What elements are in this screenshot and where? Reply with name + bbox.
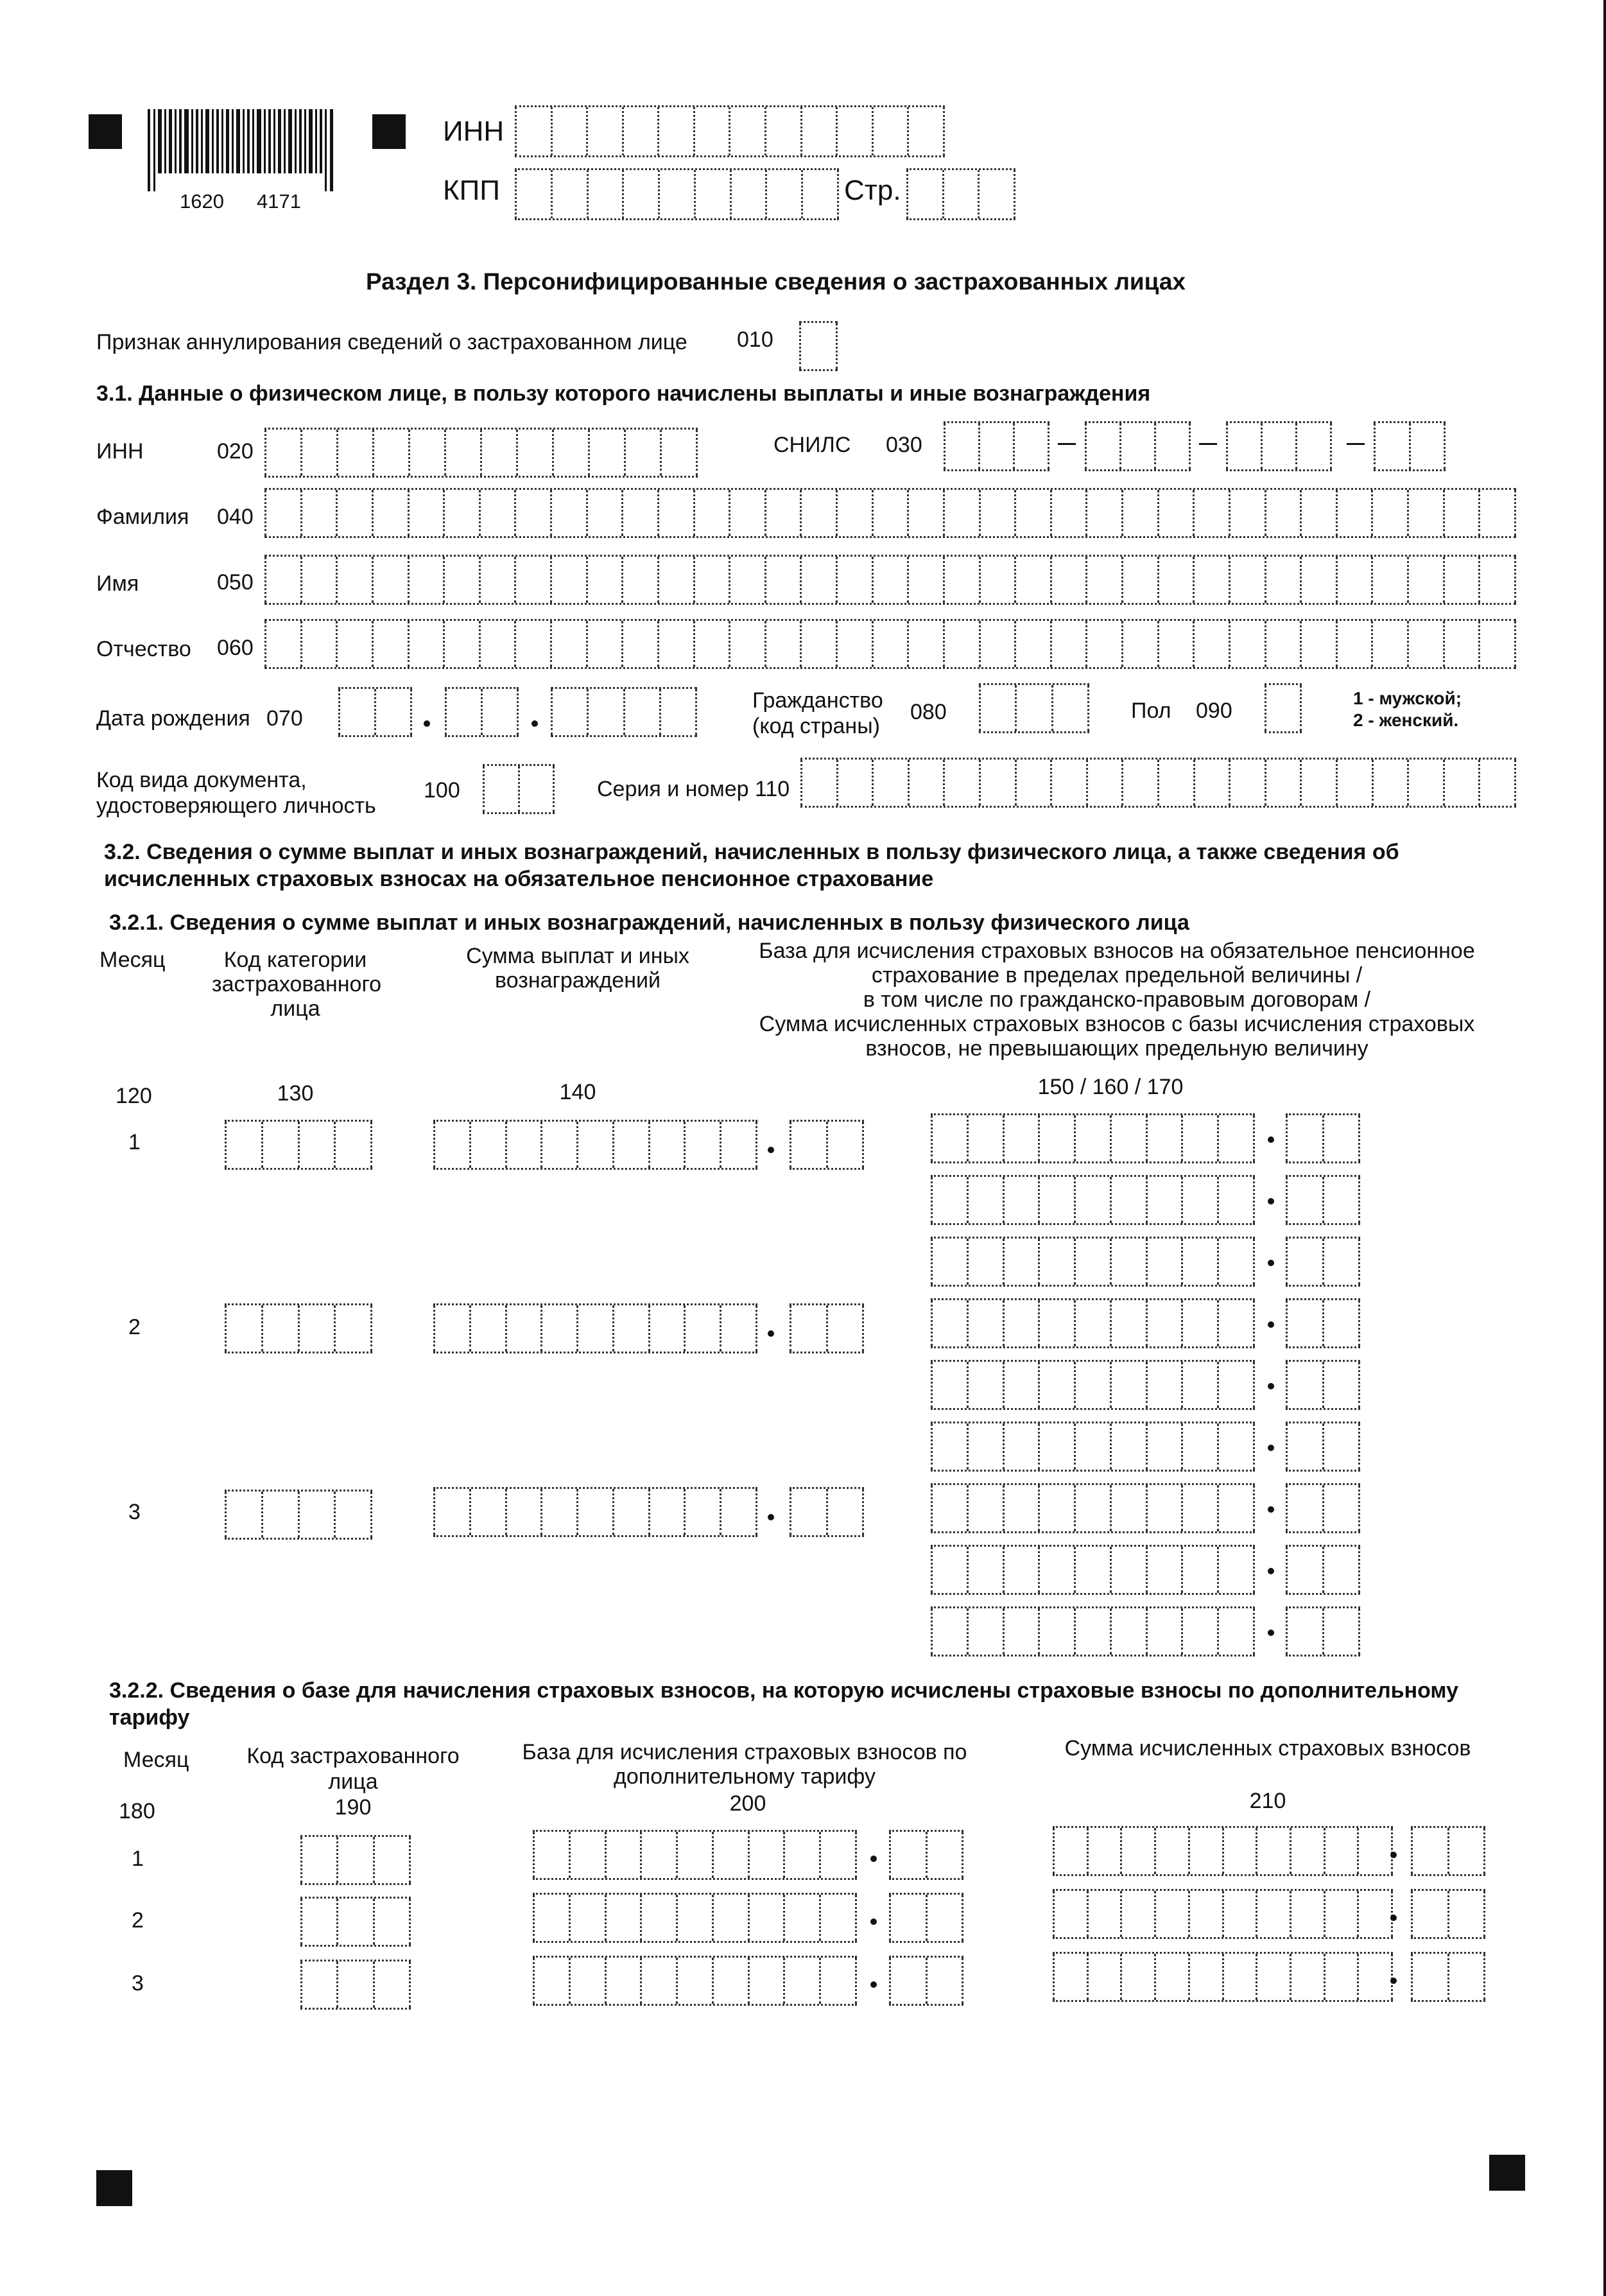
s321-sum-field-3[interactable] [433,1487,757,1537]
s31-dob-label: Дата рождения [96,706,250,731]
s321-sum-dot-1 [768,1147,774,1153]
s321-base-kop-field-2[interactable] [1286,1175,1360,1225]
corner-marker-top-mid [372,114,406,149]
s31-surname-code: 040 [217,505,254,529]
s321-code-month: 120 [116,1084,152,1108]
s321-sum-kop-field-1[interactable] [790,1120,864,1170]
s32-title-1: 3.2. Сведения о сумме выплат и иных вознаграждений, начисленных в пользу физического лица, а также сведения об [104,840,1399,864]
s321-base-field-4[interactable] [931,1298,1255,1348]
s321-base-kop-field-3[interactable] [1286,1237,1360,1287]
s321-base-field-2[interactable] [931,1175,1255,1225]
header-page-label: Стр. [844,175,901,206]
header-kpp-label: КПП [443,175,500,206]
s321-base-dot-5 [1268,1383,1274,1389]
s31-doc-type-label-1: Код вида документа, [96,768,307,792]
snils-dash-2 [1199,443,1217,445]
s31-citizenship-label-2: (код страны) [752,714,880,738]
barcode-image [148,109,347,193]
s31-patronymic-code: 060 [217,636,254,660]
s321-code-sum: 140 [559,1080,596,1104]
s322-sum-field-2[interactable] [1053,1889,1393,1939]
s31-snils-field-4[interactable] [1374,421,1446,471]
annul-field[interactable] [799,321,838,371]
s322-sum-dot-1 [1390,1852,1397,1858]
s321-category-field-3[interactable] [225,1490,372,1540]
s321-base-field-3[interactable] [931,1237,1255,1287]
s31-citizenship-field[interactable] [979,683,1089,733]
s322-month-1: 1 [132,1847,144,1871]
s321-base-dot-9 [1268,1630,1274,1636]
s31-doc-type-code: 100 [424,778,460,803]
s321-base-kop-field-5[interactable] [1286,1360,1360,1410]
s31-doc-type-field[interactable] [483,764,555,814]
s31-dob-year[interactable] [551,687,697,737]
s31-snils-label: СНИЛС [773,433,851,457]
s321-base-field-7[interactable] [931,1483,1255,1533]
s31-dob-day[interactable] [338,687,412,737]
s31-surname-label: Фамилия [96,505,189,529]
s321-col-category-2: застрахованного [212,972,382,996]
s31-dob-code: 070 [266,706,303,731]
s321-col-base-2: страхование в пределах предельной величины / [871,963,1363,987]
header-inn-label: ИНН [443,116,505,147]
s322-base-field-2[interactable] [533,1893,857,1943]
s322-col-code-1: Код застрахованного [246,1744,460,1768]
s322-base-dot-1 [870,1856,877,1862]
s321-base-dot-2 [1268,1198,1274,1205]
s322-base-kop-field-1[interactable] [889,1830,963,1880]
s322-col-code-2: лица [328,1770,378,1794]
s322-base-dot-3 [870,1981,877,1988]
s322-month-2: 2 [132,1908,144,1933]
section-title: Раздел 3. Персонифицированные сведения о застрахованных лицах [366,268,1186,295]
s322-code-field-1[interactable] [300,1835,411,1885]
s321-base-dot-1 [1268,1136,1274,1143]
s321-base-field-9[interactable] [931,1606,1255,1657]
s321-sum-dot-3 [768,1514,774,1520]
s322-col-base-1: База для исчисления страховых взносов по [522,1740,967,1764]
s31-doc-type-label-2: удостоверяющего личность [96,794,376,818]
s322-code-sum: 210 [1249,1789,1286,1813]
s31-patronymic-label: Отчество [96,637,191,661]
s31-citizenship-label-1: Гражданство [752,688,883,713]
s31-name-code: 050 [217,570,254,595]
s31-sex-code: 090 [1196,699,1232,723]
s321-col-category-3: лица [270,996,320,1021]
header-kpp-field[interactable] [515,168,839,220]
s321-base-kop-field-8[interactable] [1286,1545,1360,1595]
s31-sex-note-1: 1 - мужской; [1353,688,1462,708]
s321-category-field-1[interactable] [225,1120,372,1170]
s321-col-month: Месяц [99,948,166,972]
barcode-number-2: 4171 [257,190,301,213]
s322-sum-field-3[interactable] [1053,1952,1393,2002]
s321-col-base-4: Сумма исчисленных страховых взносов с базы исчисления страховых [759,1012,1475,1036]
s322-base-dot-2 [870,1918,877,1925]
s321-col-base-3: в том числе по гражданско-правовым договорам / [863,987,1371,1012]
s321-code-category: 130 [277,1081,314,1106]
s321-base-dot-8 [1268,1568,1274,1574]
s321-base-dot-6 [1268,1445,1274,1451]
s321-title: 3.2.1. Сведения о сумме выплат и иных вознаграждений, начисленных в пользу физического лица [109,910,1189,935]
s321-col-base-5: взносов, не превышающих предельную величину [865,1036,1369,1061]
s321-base-kop-field-1[interactable] [1286,1113,1360,1163]
s322-sum-field-1[interactable] [1053,1826,1393,1876]
s321-base-field-1[interactable] [931,1113,1255,1163]
s322-sum-kop-field-1[interactable] [1411,1826,1485,1876]
s322-sum-dot-3 [1390,1978,1397,1984]
s321-sum-dot-2 [768,1330,774,1337]
s31-inn-field[interactable] [264,428,698,478]
s322-code-base: 200 [729,1791,766,1816]
s322-sum-kop-field-2[interactable] [1411,1889,1485,1939]
s31-inn-label: ИНН [96,439,144,464]
s322-code-month: 180 [119,1799,155,1823]
s321-month-1: 1 [128,1130,141,1154]
s322-base-kop-field-3[interactable] [889,1956,963,2006]
s322-title-1: 3.2.2. Сведения о базе для начисления страховых взносов, на которую исчислены страховые взносы по дополнительному [109,1678,1459,1703]
s31-name-field[interactable] [264,555,1516,605]
s321-base-kop-field-9[interactable] [1286,1606,1360,1657]
s31-patronymic-field[interactable] [264,619,1516,669]
s31-series-field[interactable] [800,758,1516,808]
header-page-field[interactable] [906,168,1015,220]
barcode-number-1: 1620 [180,190,224,213]
s31-sex-label: Пол [1131,699,1171,723]
dob-separator-dot-1 [424,720,430,727]
s321-base-kop-field-6[interactable] [1286,1422,1360,1472]
s322-col-base-2: дополнительному тарифу [614,1764,876,1789]
header-inn-field[interactable] [515,105,945,157]
s322-month-3: 3 [132,1971,144,1996]
s31-sex-field[interactable] [1265,683,1302,733]
s321-base-kop-field-7[interactable] [1286,1483,1360,1533]
s31-dob-month[interactable] [445,687,519,737]
s322-sum-kop-field-3[interactable] [1411,1952,1485,2002]
s31-inn-code: 020 [217,439,254,464]
s321-month-3: 3 [128,1500,141,1524]
s321-sum-field-2[interactable] [433,1303,757,1353]
corner-marker-bottom-right [1489,2155,1525,2191]
s322-col-sum: Сумма исчисленных страховых взносов [1064,1736,1471,1761]
s31-snils-field-2[interactable] [1085,421,1191,471]
corner-marker-top-left [89,114,122,149]
annul-label: Признак аннулирования сведений о застрахованном лице [96,330,687,354]
corner-marker-bottom-left [96,2170,132,2206]
s321-base-kop-field-4[interactable] [1286,1298,1360,1348]
snils-dash-1 [1058,443,1076,445]
dob-separator-dot-2 [531,720,538,727]
s322-base-field-3[interactable] [533,1956,857,2006]
s321-base-dot-7 [1268,1506,1274,1513]
s321-col-sum-1: Сумма выплат и иных [466,944,689,968]
s321-sum-kop-field-2[interactable] [790,1303,864,1353]
s321-base-field-5[interactable] [931,1360,1255,1410]
annul-code: 010 [737,327,773,352]
s322-code-field-3[interactable] [300,1960,411,2010]
snils-dash-3 [1347,443,1365,445]
s31-sex-note-2: 2 - женский. [1353,710,1459,730]
s321-code-base: 150 / 160 / 170 [1037,1075,1184,1099]
s31-snils-field-1[interactable] [944,421,1049,471]
s322-col-month: Месяц [123,1748,189,1772]
s322-code-field-2[interactable] [300,1897,411,1947]
s321-base-dot-3 [1268,1260,1274,1266]
s31-surname-field[interactable] [264,488,1516,538]
s322-base-field-1[interactable] [533,1830,857,1880]
s31-series-label: Серия и номер 110 [597,777,790,801]
page-edge [1603,0,1606,2296]
s31-snils-field-3[interactable] [1226,421,1332,471]
s322-code-code: 190 [334,1795,372,1820]
s31-name-label: Имя [96,571,139,596]
s31-citizenship-code: 080 [910,700,947,724]
s322-title-2: тарифу [109,1705,190,1730]
s322-sum-dot-2 [1390,1915,1397,1921]
s321-col-base-1: База для исчисления страховых взносов на обязательное пенсионное [759,939,1475,963]
s31-snils-code: 030 [886,433,922,457]
s321-sum-kop-field-3[interactable] [790,1487,864,1537]
s321-base-dot-4 [1268,1321,1274,1328]
s321-sum-field-1[interactable] [433,1120,757,1170]
s321-col-category-1: Код категории [223,948,367,972]
s321-base-field-8[interactable] [931,1545,1255,1595]
s32-title-2: исчисленных страховых взносах на обязательное пенсионное страхование [104,867,934,891]
s322-base-kop-field-2[interactable] [889,1893,963,1943]
s321-base-field-6[interactable] [931,1422,1255,1472]
s31-title: 3.1. Данные о физическом лице, в пользу которого начислены выплаты и иные вознаграждения [96,381,1151,406]
s321-month-2: 2 [128,1315,141,1339]
s321-col-sum-2: вознаграждений [495,968,661,993]
s321-category-field-2[interactable] [225,1303,372,1353]
